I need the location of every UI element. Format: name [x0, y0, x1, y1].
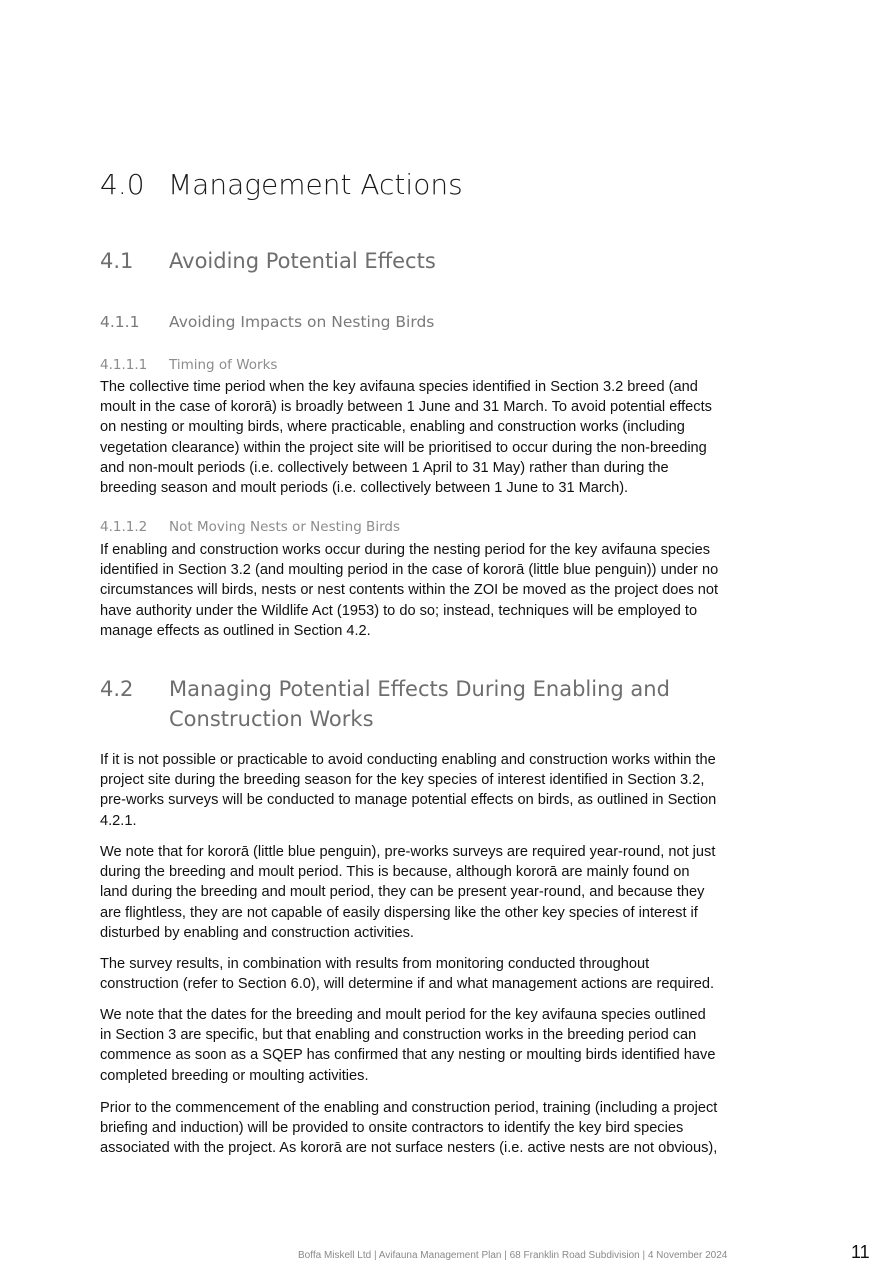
paragraph-line: land during the breeding and moult period, they can be present year-round, and because they	[100, 884, 705, 901]
section-4-2-paragraph-3	[100, 954, 790, 994]
section-number: 4.0	[100, 168, 145, 201]
paragraph-line: have authority under the Wildlife Act (1953) to do so; instead, techniques will be employed to	[100, 602, 698, 619]
paragraph-line: and non-moult periods (i.e. collectively between 1 April to 31 May) rather than during the	[100, 459, 669, 476]
paragraph-line: briefing and induction) will be provided to onsite contractors to identify the key bird species	[100, 1120, 684, 1137]
section-number: 4.1.1.1	[100, 357, 148, 373]
paragraph-line: during the breeding and moult period. This is because, although kororā are mainly found on	[100, 864, 690, 881]
paragraph-line: manage effects as outlined in Section 4.2.	[100, 622, 371, 639]
section-number: 4.2	[100, 677, 134, 701]
section-title: Not Moving Nests or Nesting Birds	[169, 519, 400, 535]
paragraph-line: associated with the project. As kororā are not surface nesters (i.e. active nests are not obvious),	[100, 1140, 718, 1157]
paragraph-line: moult in the case of kororā) is broadly between 1 June and 31 March. To avoid potential effects	[100, 399, 712, 416]
paragraph-line: vegetation clearance) within the project site will be prioritised to occur during the non-breeding	[100, 439, 707, 456]
section-4-0-heading	[100, 168, 463, 201]
section-title: Management Actions	[168, 168, 463, 201]
paragraph-line: We note that the dates for the breeding and moult period for the key avifauna species outlined	[100, 1007, 706, 1023]
section-title: Avoiding Impacts on Nesting Birds	[169, 313, 435, 331]
section-title-line-1: Managing Potential Effects During Enabling and	[169, 677, 670, 701]
paragraph-line: in Section 3 are specific, but that enabling and construction works in the breeding period can	[100, 1027, 697, 1044]
section-title: Avoiding Potential Effects	[169, 249, 436, 273]
section-title: Timing of Works	[169, 357, 278, 373]
section-title-line-2: Construction Works	[169, 707, 374, 731]
section-number: 4.1	[100, 249, 134, 273]
paragraph-line: project site during the breeding season for the key species of interest identified in Section 3.2,	[100, 772, 705, 789]
paragraph-line: We note that for kororā (little blue penguin), pre-works surveys are required year-round, not just	[100, 844, 716, 860]
section-4-2-paragraph-1	[100, 750, 790, 831]
paragraph-line: If enabling and construction works occur during the nesting period for the key avifauna species	[100, 542, 711, 558]
section-number: 4.1.1	[100, 313, 140, 331]
paragraph-line: disturbed by enabling and construction activities.	[100, 924, 414, 941]
section-4-2-paragraph-2	[100, 842, 790, 943]
paragraph-line: breeding season and moult periods (i.e. collectively between 1 June to 31 March).	[100, 480, 629, 497]
paragraph-line: construction (refer to Section 6.0), will determine if and what management actions are required.	[100, 976, 715, 993]
paragraph-line: Prior to the commencement of the enabling and construction period, training (including a project	[100, 1100, 718, 1116]
page-footer: Boffa Miskell Ltd | Avifauna Management Plan | 68 Franklin Road Subdivision | 4 November 2024	[298, 1250, 728, 1261]
not-moving-nests-paragraph	[100, 540, 790, 641]
paragraph-line: are flightless, they are not capable of easily dispersing like the other key species of interest if	[100, 904, 698, 921]
timing-of-works-paragraph	[100, 377, 790, 498]
paragraph-line: on nesting or moulting birds, where practicable, enabling and construction works (including	[100, 419, 685, 436]
paragraph-line: 4.2.1.	[100, 812, 137, 829]
page-number: 11	[851, 1242, 870, 1262]
paragraph-line: The collective time period when the key avifauna species identified in Section 3.2 breed (and	[100, 379, 698, 395]
paragraph-line: commence as soon as a SQEP has confirmed that any nesting or moulting birds identified have	[100, 1047, 716, 1064]
section-4-2-paragraph-5	[100, 1098, 790, 1159]
paragraph-line: identified in Section 3.2 (and moulting period in the case of kororā (little blue penguin)) under no	[100, 562, 719, 579]
section-number: 4.1.1.2	[100, 519, 148, 535]
paragraph-line: completed breeding or moulting activities.	[100, 1067, 369, 1084]
paragraph-line: pre-works surveys will be conducted to manage potential effects on birds, as outlined in Section	[100, 792, 717, 809]
paragraph-line: The survey results, in combination with results from monitoring conducted throughout	[100, 956, 650, 972]
section-4-2-paragraph-4	[100, 1005, 790, 1086]
paragraph-line: If it is not possible or practicable to avoid conducting enabling and construction works within the	[100, 752, 716, 768]
paragraph-line: circumstances will birds, nests or nest contents within the ZOI be moved as the project does not	[100, 582, 719, 599]
